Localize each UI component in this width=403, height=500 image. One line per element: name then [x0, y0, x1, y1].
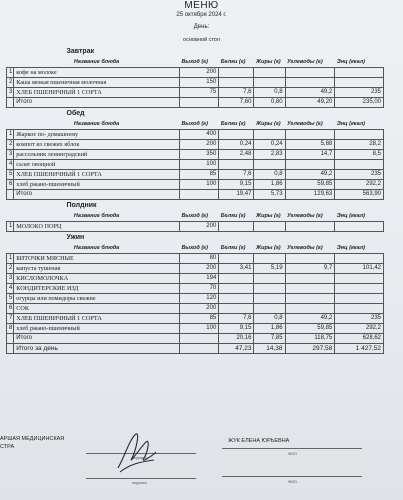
dish-name: рассольник ленинградский — [14, 150, 180, 160]
cell-c: 49,2 — [285, 314, 335, 324]
signature-line-left-2 — [86, 478, 196, 479]
signer-role-2: СТРА — [0, 444, 15, 450]
cell-p: 9,15 — [219, 324, 254, 334]
column-header-row — [7, 212, 384, 222]
cell-out: 200 — [179, 222, 218, 232]
cell-f — [254, 274, 285, 284]
col-header-num — [7, 212, 14, 222]
dish-name: ХЛЕБ ПШЕНИЧНЫЙ 1 СОРТА — [14, 88, 180, 98]
cell-e — [335, 130, 384, 140]
cell-p — [219, 130, 254, 140]
cell-out: 200 — [179, 68, 218, 78]
col-header-out: Выход (г) — [181, 59, 208, 65]
table-row — [7, 274, 384, 284]
cell-c — [285, 78, 335, 88]
cell-p — [219, 294, 254, 304]
total-out — [179, 190, 218, 200]
col-header-e: Энц (ккал) — [336, 121, 365, 127]
col-header-p: Белки (г) — [220, 213, 246, 219]
dish-name: Жаркое по- домашнему — [14, 130, 180, 140]
table-row — [7, 284, 384, 294]
cell-c: 59,85 — [285, 180, 335, 190]
cell-e: 28,2 — [335, 140, 384, 150]
total-f: 7,85 — [254, 334, 285, 344]
cell-p: 3,41 — [219, 264, 254, 274]
grand-total-p: 47,23 — [219, 344, 254, 354]
cell-out: 194 — [179, 274, 218, 284]
total-spacer — [7, 190, 14, 200]
total-e: 563,90 — [335, 190, 384, 200]
section-title: Полдник — [66, 202, 97, 209]
table-row — [7, 324, 384, 334]
row-number: 2 — [7, 140, 14, 150]
cell-f — [254, 294, 285, 304]
dish-name: ХЛЕБ ПШЕНИЧНЫЙ 1 СОРТА — [14, 170, 180, 180]
table-row — [7, 304, 384, 314]
col-header-out: Выход (г) — [181, 245, 208, 251]
cell-e: 8,5 — [335, 150, 384, 160]
total-spacer — [7, 334, 14, 344]
col-header-num — [7, 120, 14, 130]
cell-c — [285, 274, 335, 284]
cell-e — [335, 284, 384, 294]
table-row — [7, 78, 384, 88]
cell-e — [335, 254, 384, 264]
section-title-row — [7, 108, 384, 121]
cell-p: 9,15 — [219, 180, 254, 190]
cell-c: 5,88 — [285, 140, 335, 150]
row-number: 3 — [7, 150, 14, 160]
cell-out: 85 — [179, 314, 218, 324]
cell-f: 0,24 — [254, 140, 285, 150]
row-number: 2 — [7, 78, 14, 88]
fio-line-right-2 — [222, 476, 362, 477]
cell-f: 5,19 — [254, 264, 285, 274]
table-type: основной стол — [183, 37, 220, 43]
dish-name: капуста тушеная — [14, 264, 180, 274]
table-row — [7, 180, 384, 190]
total-spacer — [7, 98, 14, 108]
cell-c — [285, 130, 335, 140]
cell-c — [285, 222, 335, 232]
cell-out: 150 — [179, 78, 218, 88]
table-row — [7, 68, 384, 78]
cell-p — [219, 222, 254, 232]
cell-e — [335, 222, 384, 232]
cell-out: 350 — [179, 150, 218, 160]
total-label: Итого — [14, 190, 180, 200]
row-number: 5 — [7, 294, 14, 304]
cell-f — [254, 284, 285, 294]
cell-out: 100 — [179, 324, 218, 334]
grand-total-c: 297,58 — [285, 344, 335, 354]
dish-name: огурцы или помидоры свежие — [14, 294, 180, 304]
cell-p: 2,48 — [219, 150, 254, 160]
cell-f — [254, 68, 285, 78]
col-header-p: Белки (г) — [220, 245, 246, 251]
signer-role: АРШАЯ МЕДИЦИНСКАЯ — [0, 436, 65, 442]
table-row — [7, 88, 384, 98]
cell-p — [219, 274, 254, 284]
row-number: 1 — [7, 254, 14, 264]
dish-name: ХЛЕБ ПШЕНИЧНЫЙ 1 СОРТА — [14, 314, 180, 324]
menu-table — [6, 46, 384, 354]
grand-total-f: 14,38 — [254, 344, 285, 354]
total-p: 19,47 — [219, 190, 254, 200]
section-title-row — [7, 232, 384, 245]
grand-total-row — [7, 344, 384, 354]
section-title-row — [7, 200, 384, 213]
col-header-name: Название блюда — [73, 59, 120, 65]
cell-c: 9,7 — [285, 264, 335, 274]
col-header-name: Название блюда — [73, 121, 120, 127]
cell-p: 7,6 — [219, 88, 254, 98]
dish-name: хлеб ржано-пшеничный — [14, 180, 180, 190]
table-row — [7, 150, 384, 160]
section-title: Завтрак — [66, 48, 95, 55]
cell-e: 235 — [335, 314, 384, 324]
page-title: МЕНЮ — [184, 0, 219, 11]
cell-c — [285, 304, 335, 314]
cell-f: 0,8 — [254, 314, 285, 324]
total-row — [7, 334, 384, 344]
total-p: 20,16 — [219, 334, 254, 344]
grand-total-out — [179, 344, 218, 354]
row-number: 1 — [7, 130, 14, 140]
cell-f — [254, 222, 285, 232]
total-e: 235,00 — [335, 98, 384, 108]
cell-e: 101,42 — [335, 264, 384, 274]
section-title-row — [7, 46, 384, 58]
cell-p — [219, 78, 254, 88]
cell-p — [219, 68, 254, 78]
dish-name: кофе на молоке — [14, 68, 180, 78]
fio-caption-right: ФИО — [288, 451, 298, 456]
cell-out: 75 — [179, 88, 218, 98]
dish-name: компот из свежих яблок — [14, 140, 180, 150]
dish-name: БИТОЧКИ МЯСНЫЕ — [14, 254, 180, 264]
row-number: 5 — [7, 170, 14, 180]
cell-out: 200 — [179, 140, 218, 150]
grand-total-label: Итого за день — [14, 344, 180, 354]
col-header-c: Углеводы (г) — [287, 59, 323, 65]
table-row — [7, 254, 384, 264]
row-number: 6 — [7, 304, 14, 314]
table-row — [7, 264, 384, 274]
grand-spacer — [7, 344, 14, 354]
cell-e: 235 — [335, 88, 384, 98]
signature-caption-left: подпись — [132, 455, 148, 460]
cell-c: 49,2 — [285, 170, 335, 180]
cell-f: 2,83 — [254, 150, 285, 160]
cell-f: 0,8 — [254, 170, 285, 180]
table-row — [7, 160, 384, 170]
dish-name: СОК — [14, 304, 180, 314]
dish-name: МОЛОКО ПОРЦ — [14, 222, 180, 232]
cell-p — [219, 284, 254, 294]
day-label: День: — [193, 24, 210, 30]
row-number: 1 — [7, 222, 14, 232]
col-header-f: Жиры (г) — [255, 59, 281, 65]
col-header-name: Название блюда — [73, 213, 120, 219]
col-header-e: Энц (ккал) — [336, 245, 365, 251]
total-row — [7, 190, 384, 200]
col-header-out: Выход (г) — [181, 213, 208, 219]
cell-c: 14,7 — [285, 150, 335, 160]
row-number: 4 — [7, 284, 14, 294]
row-number: 3 — [7, 88, 14, 98]
cell-c: 59,85 — [285, 324, 335, 334]
col-header-f: Жиры (г) — [255, 213, 281, 219]
table-row — [7, 170, 384, 180]
cell-e: 235 — [335, 170, 384, 180]
section-title: Ужин — [66, 234, 85, 241]
cell-p — [219, 304, 254, 314]
cell-out: 120 — [179, 294, 218, 304]
total-c: 118,75 — [285, 334, 335, 344]
section-title: Обед — [66, 110, 85, 117]
cell-f: 0,8 — [254, 88, 285, 98]
row-number: 2 — [7, 264, 14, 274]
col-header-e: Энц (ккал) — [336, 213, 365, 219]
total-out — [179, 98, 218, 108]
menu-date: 25 октября 2024 г. — [176, 12, 227, 18]
total-p: 7,60 — [219, 98, 254, 108]
total-c: 129,63 — [285, 190, 335, 200]
cell-e: 292,2 — [335, 324, 384, 334]
cell-e: 292,2 — [335, 180, 384, 190]
column-header-row — [7, 120, 384, 130]
col-header-f: Жиры (г) — [255, 121, 281, 127]
dish-name: хлеб ржано-пшеничный — [14, 324, 180, 334]
cell-out: 400 — [179, 130, 218, 140]
col-header-out: Выход (г) — [181, 121, 208, 127]
cell-p: 7,6 — [219, 170, 254, 180]
fio-line-right — [222, 448, 362, 449]
col-header-c: Углеводы (г) — [287, 245, 323, 251]
total-f: 5,73 — [254, 190, 285, 200]
col-header-c: Углеводы (г) — [287, 213, 323, 219]
cell-f — [254, 78, 285, 88]
column-header-row — [7, 58, 384, 68]
total-row — [7, 98, 384, 108]
col-header-num — [7, 244, 14, 254]
col-header-name: Название блюда — [73, 245, 120, 251]
row-number: 1 — [7, 68, 14, 78]
total-e: 628,62 — [335, 334, 384, 344]
row-number: 4 — [7, 160, 14, 170]
grand-total-e: 1 427,52 — [335, 344, 384, 354]
cell-e — [335, 160, 384, 170]
cell-e — [335, 304, 384, 314]
total-label: Итого — [14, 98, 180, 108]
cell-f: 1,86 — [254, 180, 285, 190]
dish-name: салат овощной — [14, 160, 180, 170]
cell-e — [335, 68, 384, 78]
col-header-c: Углеводы (г) — [287, 121, 323, 127]
cell-out: 100 — [179, 180, 218, 190]
table-row — [7, 222, 384, 232]
dish-name: Каша вязкая пшеничная молочная — [14, 78, 180, 88]
cell-e — [335, 294, 384, 304]
dish-name: КИСЛОМОЛОЧКА — [14, 274, 180, 284]
cell-out: 200 — [179, 304, 218, 314]
col-header-num — [7, 58, 14, 68]
col-header-e: Энц (ккал) — [336, 59, 365, 65]
total-label: Итого — [14, 334, 180, 344]
cell-out: 70 — [179, 284, 218, 294]
dish-name: КОНДИТЕРСКИЕ ИЗД — [14, 284, 180, 294]
table-row — [7, 130, 384, 140]
cell-p — [219, 254, 254, 264]
cell-f — [254, 304, 285, 314]
cell-c — [285, 254, 335, 264]
table-row — [7, 140, 384, 150]
cell-c — [285, 68, 335, 78]
cell-f: 1,86 — [254, 324, 285, 334]
cell-e — [335, 274, 384, 284]
cell-c — [285, 294, 335, 304]
cell-out: 100 — [179, 160, 218, 170]
cell-c — [285, 160, 335, 170]
column-header-row — [7, 244, 384, 254]
cell-out: 80 — [179, 254, 218, 264]
cell-f — [254, 254, 285, 264]
col-header-p: Белки (г) — [220, 121, 246, 127]
cell-c: 49,2 — [285, 88, 335, 98]
total-c: 49,20 — [285, 98, 335, 108]
cell-f — [254, 160, 285, 170]
signature-caption-left-2: подпись — [132, 480, 148, 485]
signer-name: ЖУК ЕЛЕНА ЮРЬЕВНА — [228, 438, 290, 444]
table-row — [7, 294, 384, 304]
col-header-p: Белки (г) — [220, 59, 246, 65]
cell-c — [285, 284, 335, 294]
cell-e — [335, 78, 384, 88]
cell-p — [219, 160, 254, 170]
row-number: 3 — [7, 274, 14, 284]
total-f: 0,80 — [254, 98, 285, 108]
cell-p: 7,6 — [219, 314, 254, 324]
cell-p: 0,24 — [219, 140, 254, 150]
table-row — [7, 314, 384, 324]
cell-f — [254, 130, 285, 140]
cell-out: 200 — [179, 264, 218, 274]
row-number: 7 — [7, 314, 14, 324]
cell-out: 85 — [179, 170, 218, 180]
handwritten-signature — [110, 428, 160, 476]
row-number: 8 — [7, 324, 14, 334]
col-header-f: Жиры (г) — [255, 245, 281, 251]
total-out — [179, 334, 218, 344]
row-number: 6 — [7, 180, 14, 190]
fio-caption-right-2: ФИО — [288, 479, 298, 484]
